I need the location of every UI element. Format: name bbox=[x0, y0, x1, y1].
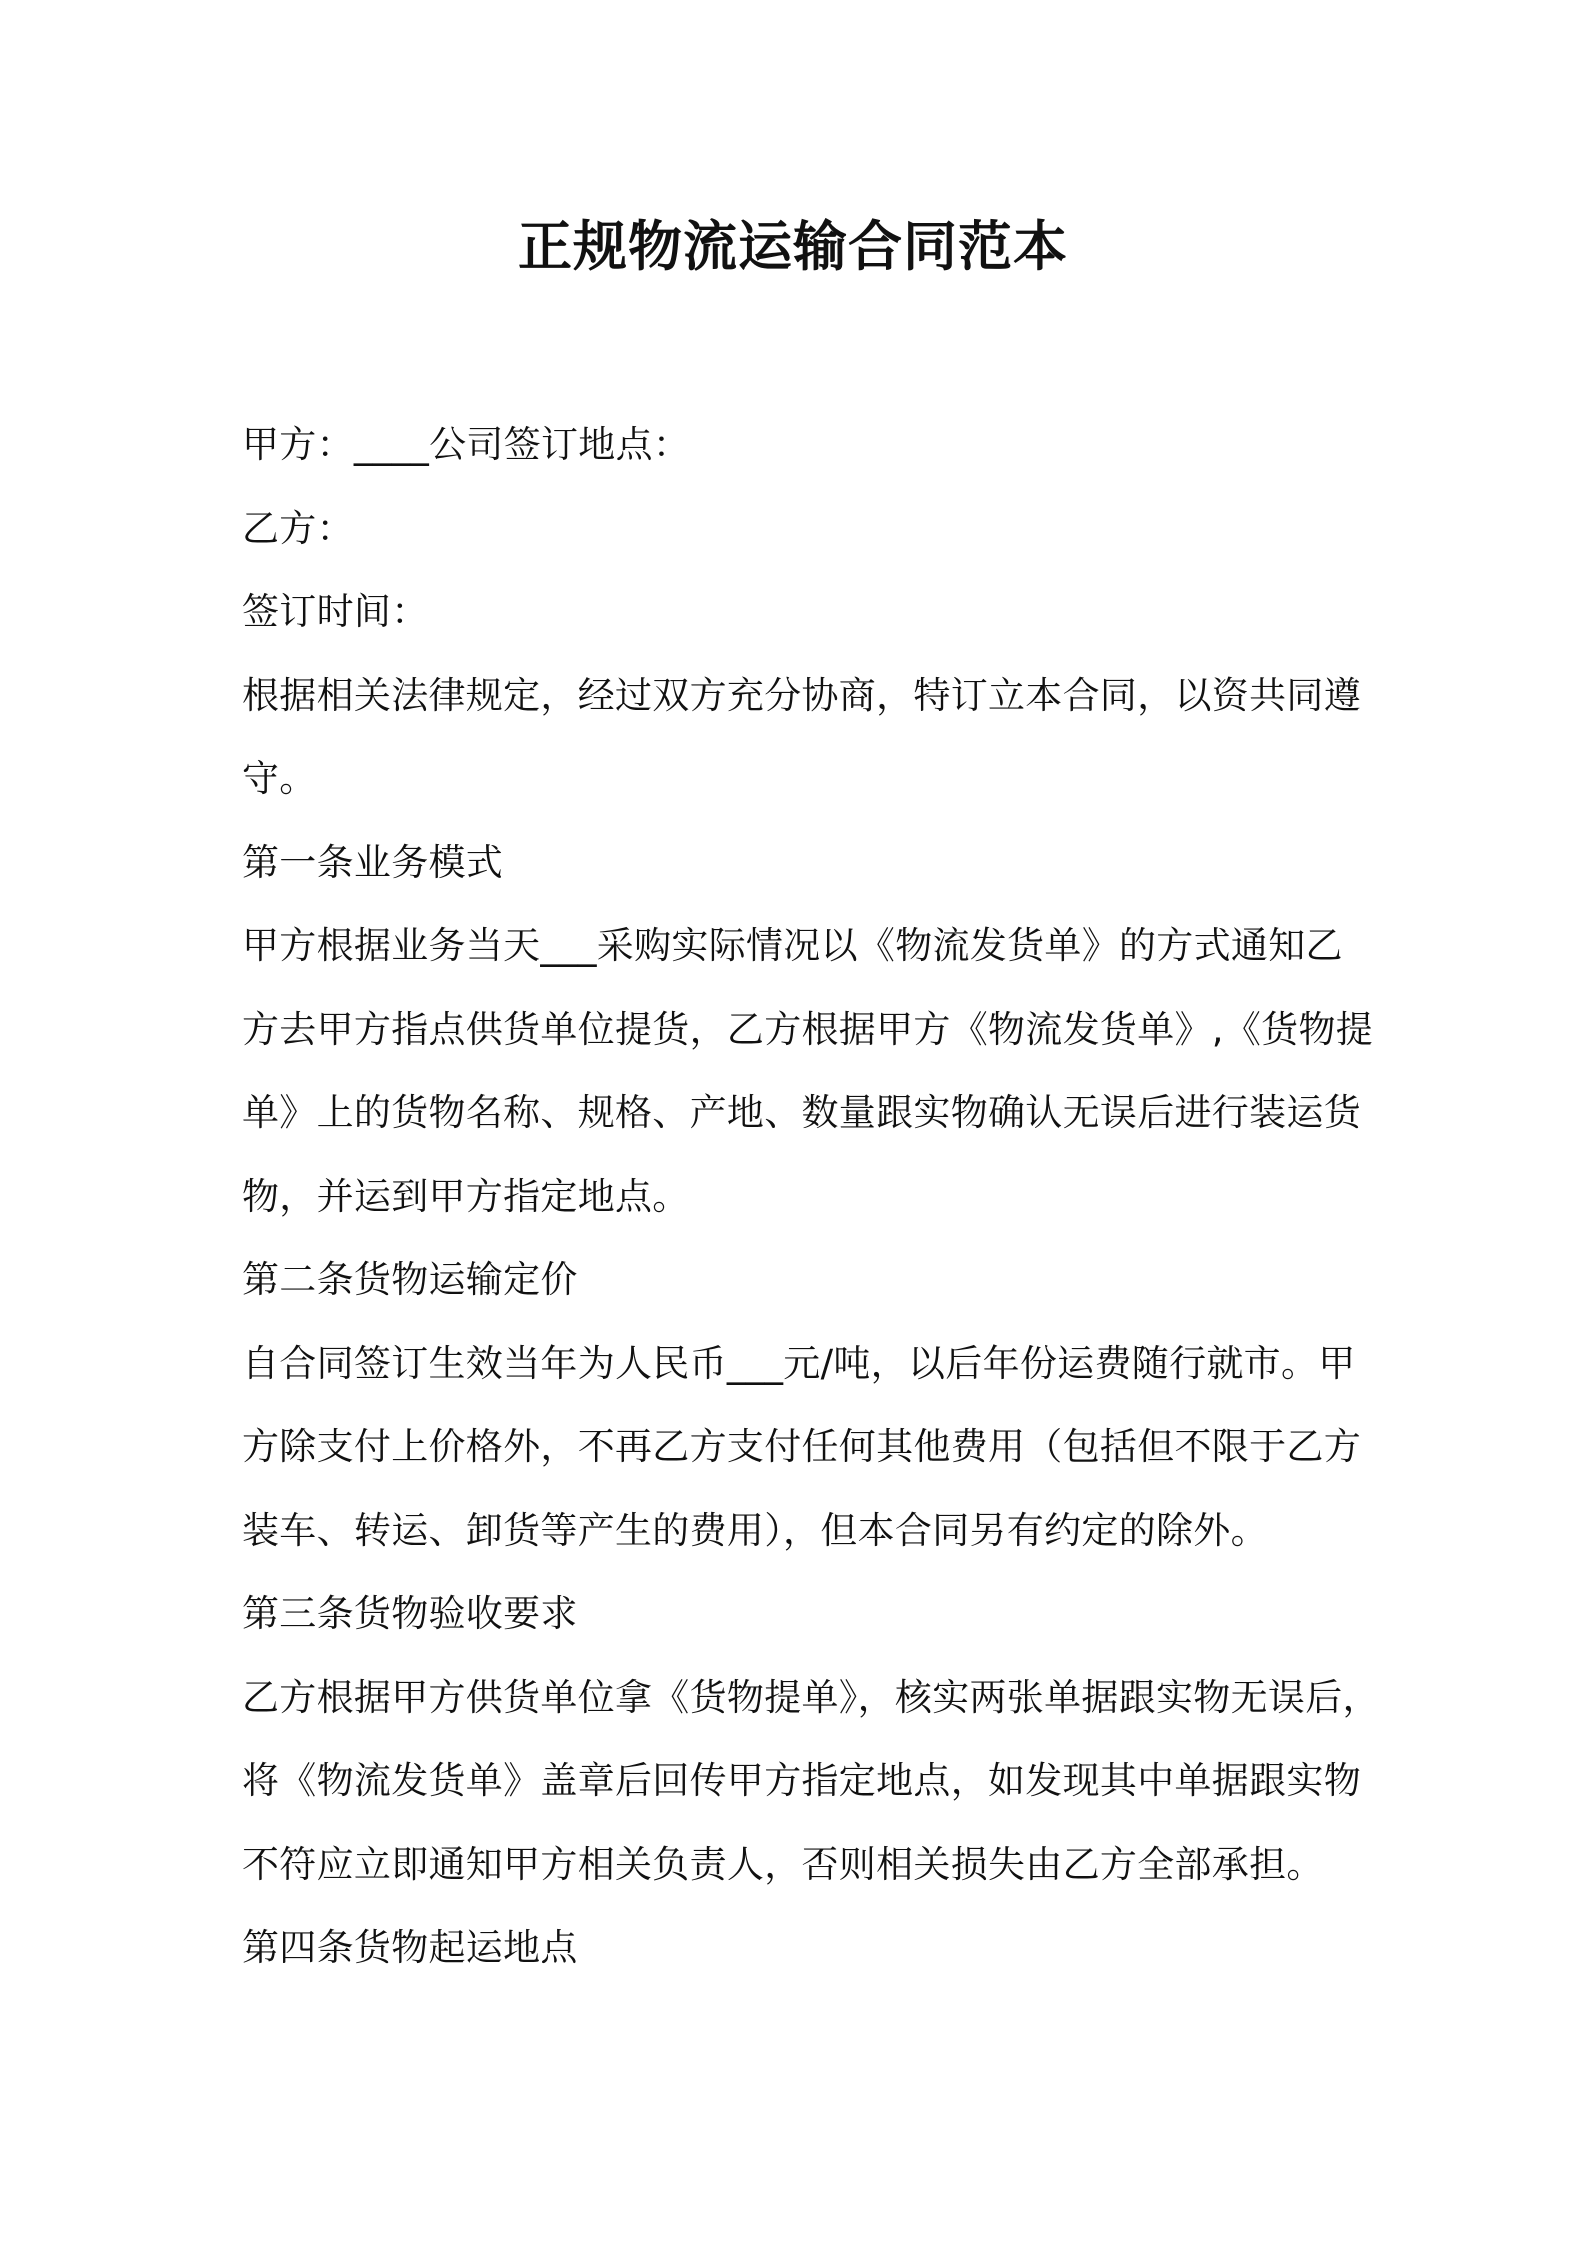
article-3-line-2: 将《物流发货单》盖章后回传甲方指定地点，如发现其中单据跟实物 bbox=[242, 1759, 1361, 1802]
article-2-line-2: 方除支付上价格外，不再乙方支付任何其他费用（包括但不限于乙方 bbox=[242, 1425, 1361, 1468]
article-2-heading: 第二条货物运输定价 bbox=[242, 1258, 578, 1301]
article-1-line-1: 甲方根据业务当天___采购实际情况以《物流发货单》的方式通知乙 bbox=[242, 924, 1343, 967]
article-2-line-1: 自合同签订生效当年为人民币___元/吨，以后年份运费随行就市。甲 bbox=[242, 1341, 1356, 1385]
article-4-heading: 第四条货物起运地点 bbox=[242, 1926, 578, 1969]
document-title: 正规物流运输合同范本 bbox=[518, 215, 1068, 278]
article-3-line-1: 乙方根据甲方供货单位拿《货物提单》，核实两张单据跟实物无误后， bbox=[242, 1675, 1380, 1719]
article-1-line-2: 方去甲方指点供货单位提货，乙方根据甲方《物流发货单》,《货物提 bbox=[242, 1007, 1374, 1051]
preamble-line-1: 根据相关法律规定，经过双方充分协商，特订立本合同，以资共同遵 bbox=[242, 673, 1361, 717]
article-1-line-3: 单》上的货物名称、规格、产地、数量跟实物确认无误后进行装运货 bbox=[242, 1091, 1361, 1134]
article-1-line-4: 物，并运到甲方指定地点。 bbox=[242, 1174, 690, 1218]
party-a-line: 甲方：____公司签订地点： bbox=[242, 423, 691, 466]
article-1-heading: 第一条业务模式 bbox=[242, 840, 504, 884]
party-b-line: 乙方： bbox=[242, 506, 354, 550]
signing-time-line: 签订时间： bbox=[242, 590, 429, 633]
article-2-line-3: 装车、转运、卸货等产生的费用），但本合同另有约定的除外。 bbox=[242, 1508, 1268, 1552]
preamble-line-2: 守。 bbox=[242, 757, 317, 800]
article-3-line-3: 不符应立即通知甲方相关负责人，否则相关损失由乙方全部承担。 bbox=[242, 1842, 1324, 1886]
article-3-heading: 第三条货物验收要求 bbox=[242, 1592, 578, 1635]
document-body bbox=[242, 403, 1380, 1990]
